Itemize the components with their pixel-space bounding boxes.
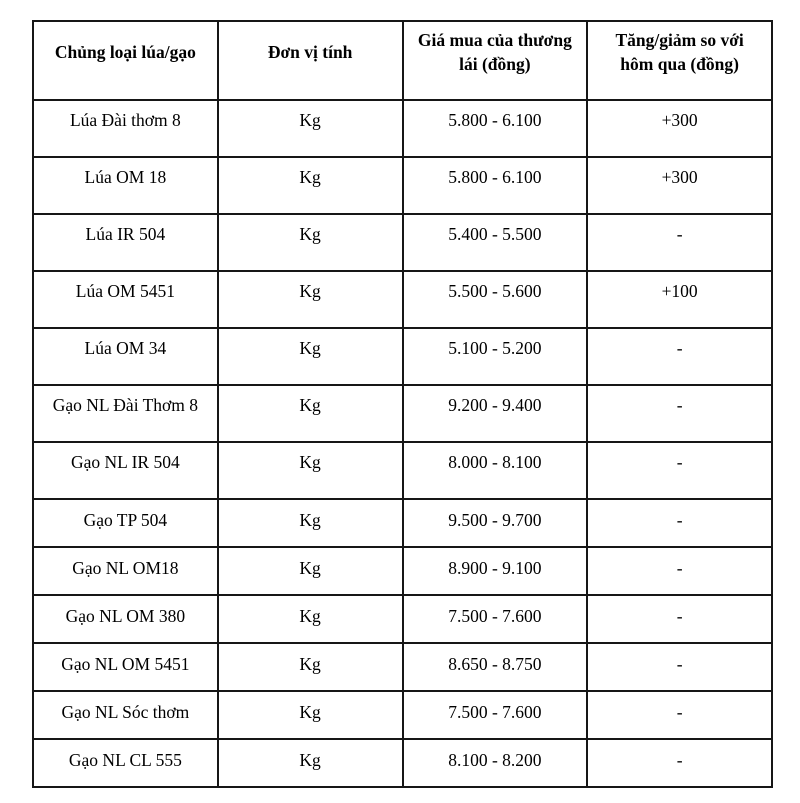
table-row — [33, 547, 772, 595]
column-header-price: Giá mua của thương lái (đồng) — [403, 21, 588, 100]
cell-change: - — [587, 643, 772, 691]
cell-unit: Kg — [218, 157, 403, 214]
table-row — [33, 595, 772, 643]
table-body — [33, 100, 772, 787]
table-row — [33, 100, 772, 157]
cell-price-range: 5.100 - 5.200 — [403, 328, 588, 385]
cell-rice-type: Gạo TP 504 — [33, 499, 218, 547]
cell-rice-type: Gạo NL OM 380 — [33, 595, 218, 643]
table-row — [33, 739, 772, 787]
cell-unit: Kg — [218, 643, 403, 691]
cell-unit: Kg — [218, 271, 403, 328]
cell-change: - — [587, 442, 772, 499]
table-row — [33, 157, 772, 214]
rice-price-table — [32, 20, 773, 788]
cell-rice-type: Lúa OM 18 — [33, 157, 218, 214]
cell-price-range: 5.800 - 6.100 — [403, 157, 588, 214]
table-row — [33, 328, 772, 385]
column-header-change: Tăng/giảm so với hôm qua (đồng) — [587, 21, 772, 100]
table-row — [33, 643, 772, 691]
table-row — [33, 499, 772, 547]
cell-rice-type: Gạo NL CL 555 — [33, 739, 218, 787]
cell-rice-type: Gạo NL Sóc thơm — [33, 691, 218, 739]
cell-price-range: 8.900 - 9.100 — [403, 547, 588, 595]
cell-unit: Kg — [218, 385, 403, 442]
cell-change: +300 — [587, 100, 772, 157]
cell-rice-type: Lúa IR 504 — [33, 214, 218, 271]
column-header-rice-type: Chủng loại lúa/gạo — [33, 21, 218, 100]
cell-change: - — [587, 328, 772, 385]
cell-change: +100 — [587, 271, 772, 328]
cell-change: - — [587, 385, 772, 442]
cell-rice-type: Gạo NL OM 5451 — [33, 643, 218, 691]
cell-price-range: 9.500 - 9.700 — [403, 499, 588, 547]
table-row — [33, 271, 772, 328]
cell-price-range: 5.500 - 5.600 — [403, 271, 588, 328]
column-header-unit: Đơn vị tính — [218, 21, 403, 100]
cell-rice-type: Gạo NL OM18 — [33, 547, 218, 595]
cell-unit: Kg — [218, 691, 403, 739]
cell-change: +300 — [587, 157, 772, 214]
cell-price-range: 7.500 - 7.600 — [403, 691, 588, 739]
cell-rice-type: Gạo NL IR 504 — [33, 442, 218, 499]
cell-change: - — [587, 739, 772, 787]
cell-change: - — [587, 499, 772, 547]
cell-unit: Kg — [218, 442, 403, 499]
cell-change: - — [587, 595, 772, 643]
cell-rice-type: Lúa Đài thơm 8 — [33, 100, 218, 157]
cell-unit: Kg — [218, 595, 403, 643]
cell-rice-type: Lúa OM 34 — [33, 328, 218, 385]
cell-change: - — [587, 214, 772, 271]
cell-price-range: 9.200 - 9.400 — [403, 385, 588, 442]
table-row — [33, 442, 772, 499]
table-row — [33, 385, 772, 442]
cell-price-range: 8.650 - 8.750 — [403, 643, 588, 691]
cell-unit: Kg — [218, 739, 403, 787]
cell-unit: Kg — [218, 499, 403, 547]
cell-change: - — [587, 547, 772, 595]
cell-change: - — [587, 691, 772, 739]
cell-price-range: 8.000 - 8.100 — [403, 442, 588, 499]
table-header-row — [33, 21, 772, 100]
cell-price-range: 7.500 - 7.600 — [403, 595, 588, 643]
cell-unit: Kg — [218, 547, 403, 595]
cell-unit: Kg — [218, 100, 403, 157]
table-row — [33, 691, 772, 739]
cell-unit: Kg — [218, 214, 403, 271]
cell-unit: Kg — [218, 328, 403, 385]
cell-price-range: 5.400 - 5.500 — [403, 214, 588, 271]
cell-rice-type: Gạo NL Đài Thơm 8 — [33, 385, 218, 442]
table-row — [33, 214, 772, 271]
cell-price-range: 5.800 - 6.100 — [403, 100, 588, 157]
cell-rice-type: Lúa OM 5451 — [33, 271, 218, 328]
cell-price-range: 8.100 - 8.200 — [403, 739, 588, 787]
